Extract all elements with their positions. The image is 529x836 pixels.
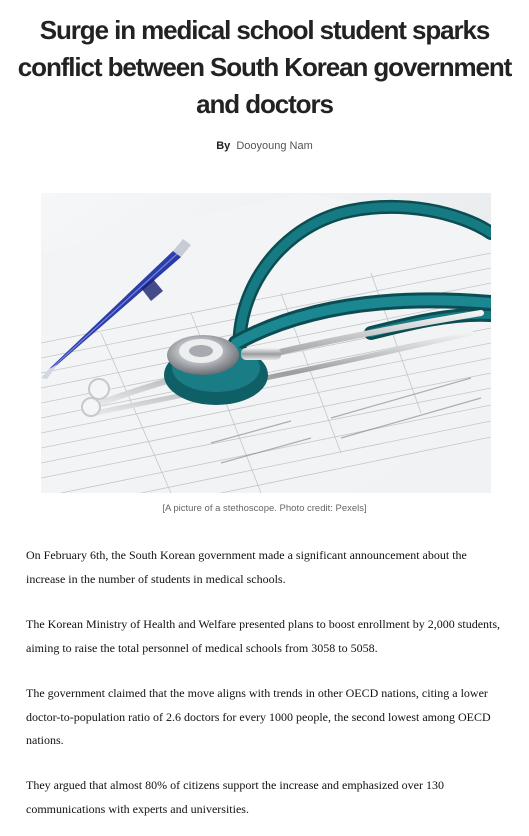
article-title: Surge in medical school student sparks conflict between South Korean government and doctors: [17, 15, 512, 119]
article-paragraph: On February 6th, the South Korean government made a significant announcement about the increase in the number of students in medical schools.: [26, 548, 467, 586]
stethoscope-photo: [41, 193, 491, 493]
author-link[interactable]: Dooyoung Nam: [236, 140, 313, 152]
article-photo: [41, 193, 491, 493]
image-caption: [A picture of a stethoscope. Photo credit: Pexels]: [162, 503, 367, 514]
article-paragraph: They argued that almost 80% of citizens support the increase and emphasized over 130 communications with experts and universities.: [26, 778, 444, 816]
byline-prefix: By: [216, 140, 231, 152]
byline: [0, 140, 529, 152]
article-paragraph: The government claimed that the move aligns with trends in other OECD nations, citing a lower doctor-to-population ratio of 2.6 doctors for every 1000 people, the second lowest among OECD nations.: [26, 686, 491, 747]
article-paragraph: The Korean Ministry of Health and Welfare presented plans to boost enrollment by 2,000 students, aiming to raise the total personnel of medical schools from 3058 to 5058.: [26, 617, 501, 655]
